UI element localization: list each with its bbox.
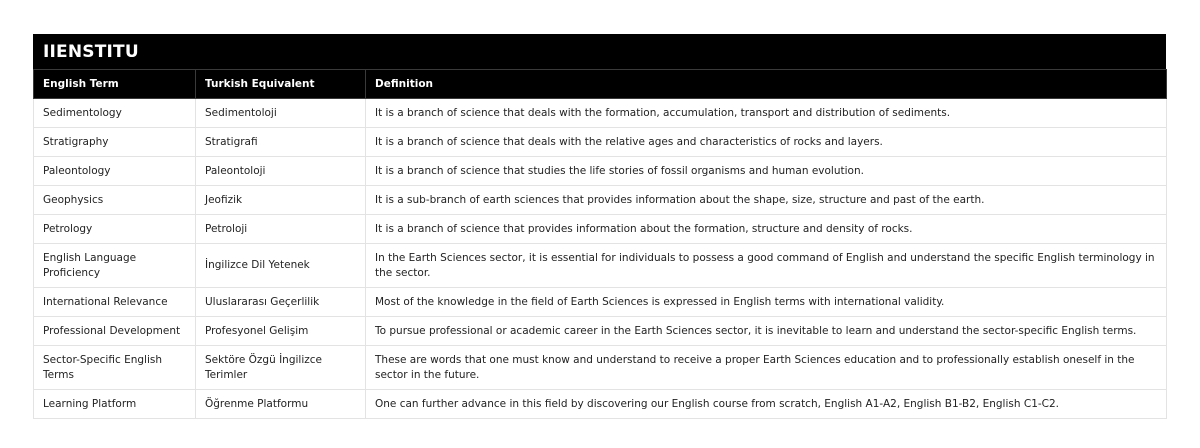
cell-english-term: Learning Platform [34,390,196,419]
header-english-term: English Term [34,70,196,99]
cell-definition: It is a branch of science that provides information about the formation, structure and density of rocks. [366,215,1167,244]
cell-definition: It is a branch of science that deals with the relative ages and characteristics of rocks and layers. [366,128,1167,157]
terms-table-card [33,34,1166,419]
brand-title: IIENSTITU [33,34,1166,69]
cell-turkish-equivalent: Öğrenme Platformu [196,390,366,419]
cell-definition: In the Earth Sciences sector, it is essential for individuals to possess a good command of English and understand the specific English terminology in the sector. [366,244,1167,288]
cell-english-term: Petrology [34,215,196,244]
cell-english-term: Geophysics [34,186,196,215]
cell-english-term: Paleontology [34,157,196,186]
cell-definition: To pursue professional or academic career in the Earth Sciences sector, it is inevitable to learn and understand the sector-specific English terms. [366,317,1167,346]
terms-table [33,69,1167,419]
cell-definition: Most of the knowledge in the field of Earth Sciences is expressed in English terms with international validity. [366,288,1167,317]
table-row [34,317,1167,346]
table-row [34,99,1167,128]
table-row [34,288,1167,317]
table-row [34,390,1167,419]
cell-definition: These are words that one must know and understand to receive a proper Earth Sciences education and to professionally establish oneself in the sector in the future. [366,346,1167,390]
cell-turkish-equivalent: Petroloji [196,215,366,244]
cell-definition: It is a branch of science that studies the life stories of fossil organisms and human evolution. [366,157,1167,186]
cell-turkish-equivalent: Jeofizik [196,186,366,215]
cell-definition: It is a sub-branch of earth sciences that provides information about the shape, size, structure and past of the earth. [366,186,1167,215]
cell-turkish-equivalent: Sektöre Özgü İngilizce Terimler [196,346,366,390]
cell-english-term: Stratigraphy [34,128,196,157]
table-row [34,186,1167,215]
table-row [34,244,1167,288]
cell-english-term: Sedimentology [34,99,196,128]
cell-english-term: International Relevance [34,288,196,317]
cell-english-term: Professional Development [34,317,196,346]
cell-turkish-equivalent: Uluslararası Geçerlilik [196,288,366,317]
header-definition: Definition [366,70,1167,99]
table-row [34,157,1167,186]
header-turkish-equivalent: Turkish Equivalent [196,70,366,99]
cell-turkish-equivalent: Profesyonel Gelişim [196,317,366,346]
table-row [34,346,1167,390]
cell-definition: It is a branch of science that deals with the formation, accumulation, transport and distribution of sediments. [366,99,1167,128]
cell-definition: One can further advance in this field by discovering our English course from scratch, English A1-A2, English B1-B2, English C1-C2. [366,390,1167,419]
table-row [34,215,1167,244]
table-row [34,128,1167,157]
cell-turkish-equivalent: Stratigrafi [196,128,366,157]
cell-turkish-equivalent: Paleontoloji [196,157,366,186]
cell-english-term: English Language Proficiency [34,244,196,288]
table-header-row [34,70,1167,99]
cell-turkish-equivalent: İngilizce Dil Yetenek [196,244,366,288]
cell-english-term: Sector-Specific English Terms [34,346,196,390]
cell-turkish-equivalent: Sedimentoloji [196,99,366,128]
